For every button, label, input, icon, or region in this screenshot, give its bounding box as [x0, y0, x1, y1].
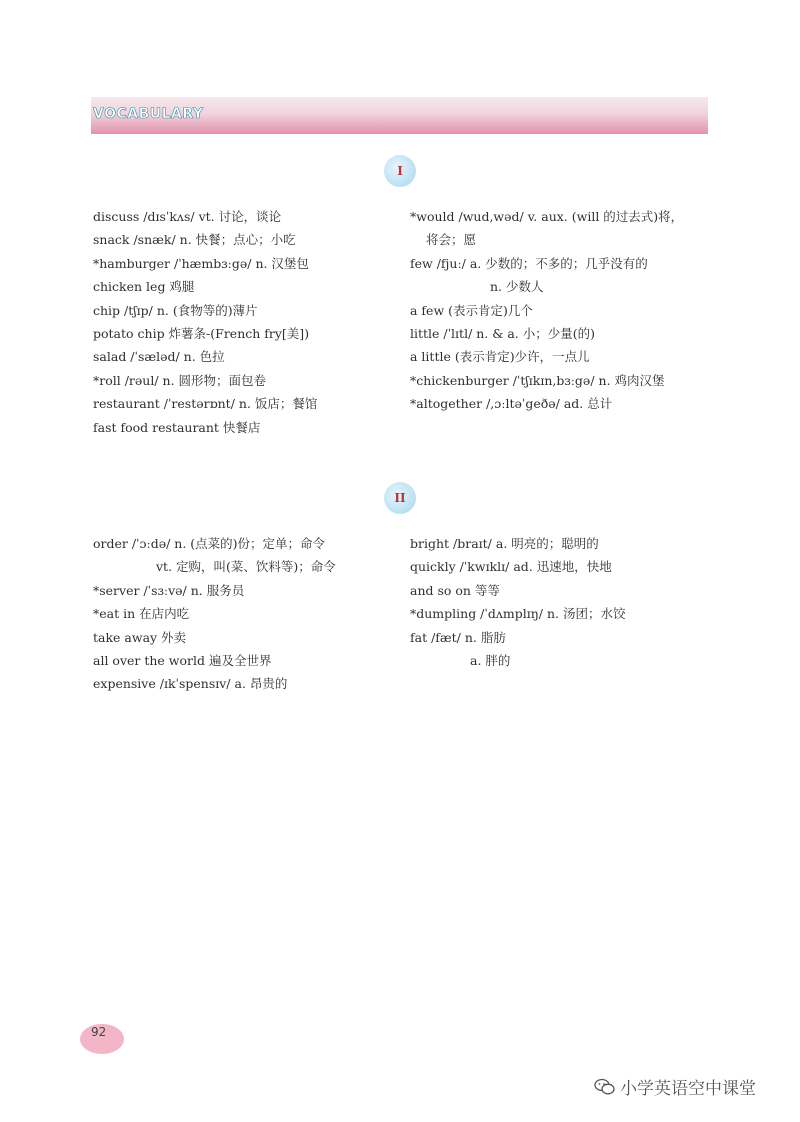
vocab-entry: quickly /ˈkwɪklɪ/ ad. 迅速地，快地 [410, 559, 612, 575]
vocab-entry: little /ˈlɪtl/ n. & a. 小；少量(的) [410, 325, 596, 341]
vocab-entry: fat /fæt/ n. 脂肪 [410, 629, 506, 645]
vocab-entry: *chickenburger /ˈtʃɪkɪn,bɜːgə/ n. 鸡肉汉堡 [410, 372, 665, 388]
vocab-entry-continuation: vt. 定购，叫(菜、饮料等)；命令 [156, 559, 336, 575]
section1-right-column [410, 205, 683, 416]
page-title: VOCABULARY [93, 106, 204, 122]
vocab-entry: *server /ˈsɜːvə/ n. 服务员 [93, 582, 245, 598]
vocab-entry: a little (表示肯定)少许，一点儿 [410, 349, 590, 365]
page-number: 92 [91, 1025, 107, 1039]
watermark [594, 1074, 756, 1101]
vocab-entry: fast food restaurant 快餐店 [93, 419, 261, 435]
vocab-entry: *altogether /,ɔːltəˈgeðə/ ad. 总计 [410, 396, 613, 412]
vocab-entry: all over the world 遍及全世界 [93, 652, 272, 668]
vocab-entry: bright /braɪt/ a. 明亮的；聪明的 [410, 536, 599, 551]
vocab-entry: few /fjuː/ a. 少数的；不多的；几乎没有的 [410, 255, 648, 271]
vocab-entry: *hamburger /ˈhæmbɜːgə/ n. 汉堡包 [93, 255, 309, 271]
vocab-entry: order /ˈɔːdə/ n. (点菜的)份；定单；命令 [93, 536, 326, 551]
vocab-entry: restaurant /ˈrestərɒnt/ n. 饭店；餐馆 [93, 396, 318, 412]
section1-left-column [93, 205, 317, 439]
section2-right-column [410, 532, 625, 672]
vocab-entry: snack /snæk/ n. 快餐；点心；小吃 [93, 232, 296, 248]
vocab-entry-continuation: n. 少数人 [490, 279, 544, 295]
section-badge-1: I [384, 155, 416, 187]
vocab-entry: salad /ˈsæləd/ n. 色拉 [93, 349, 225, 365]
section2-left-column [93, 532, 336, 696]
vocab-entry: take away 外卖 [93, 629, 187, 645]
vocab-entry: a few (表示肯定)几个 [410, 302, 533, 318]
vocab-entry: expensive /ɪkˈspensɪv/ a. 昂贵的 [93, 676, 288, 692]
vocab-entry: *eat in 在店内吃 [93, 606, 190, 622]
vocab-entry-continuation: 将会；愿 [426, 232, 477, 248]
vocab-entry: *roll /rəul/ n. 圆形物；面包卷 [93, 372, 267, 388]
section-badge-2: II [384, 482, 416, 514]
vocab-entry: chip /tʃɪp/ n. (食物等的)薄片 [93, 302, 258, 318]
vocab-entry: discuss /dɪsˈkʌs/ vt. 讨论，谈论 [93, 209, 282, 224]
vocab-entry: potato chip 炸薯条-(French fry[美]) [93, 325, 310, 341]
vocab-entry: *dumpling /ˈdʌmplɪŋ/ n. 汤团；水饺 [410, 606, 626, 622]
vocab-entry: *would /wud,wəd/ v. aux. (will 的过去式)将， [410, 209, 684, 224]
vocab-entry: and so on 等等 [410, 582, 500, 598]
wechat-icon [594, 1078, 616, 1101]
vocab-entry: chicken leg 鸡腿 [93, 279, 195, 295]
vocab-entry-continuation: a. 胖的 [470, 652, 511, 668]
watermark-text: 小学英语空中课堂 [620, 1079, 756, 1099]
